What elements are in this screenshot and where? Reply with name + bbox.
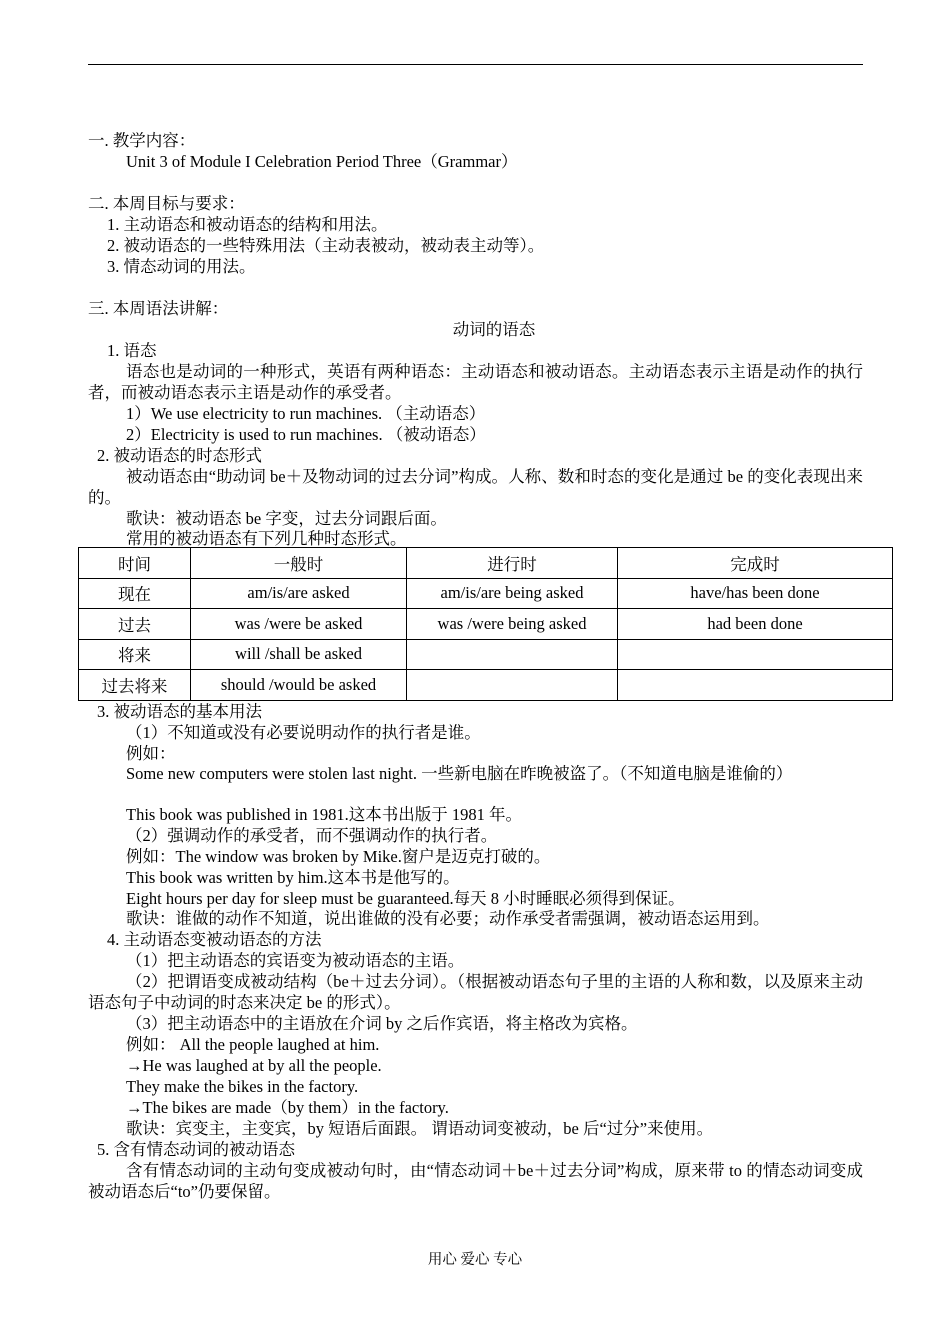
convert-rhyme: 歌诀：宾变主，主变宾，by 短语后面跟。 谓语动词变被动，be 后“过分”来使用。 — [126, 1119, 714, 1138]
usage-line-8: Eight hours per day for sleep must be guaranteed.每天 8 小时睡眠必须得到保证。 — [126, 889, 685, 908]
table-cell: have/has been done — [618, 578, 893, 609]
tense-heading: 2. 被动语态的时态形式 — [97, 446, 262, 465]
usage-line-7: This book was written by him.这本书是他写的。 — [126, 868, 460, 887]
usage-line-5: （2）强调动作的承受者，而不强调动作的执行者。 — [126, 826, 498, 845]
table-row — [79, 639, 893, 670]
tense-paragraph: 被动语态由“助动词 be＋及物动词的过去分词”构成。人称、数和时态的变化是通过 be 的变化表现出来的。 — [88, 467, 863, 507]
table-cell: will /shall be asked — [191, 639, 407, 670]
section-1-heading: 一. 教学内容： — [88, 131, 196, 150]
section-3-heading: 三. 本周语法讲解： — [88, 299, 229, 318]
voice-example-2: 2）Electricity is used to run machines. （被动语态） — [126, 425, 486, 444]
usage-heading: 3. 被动语态的基本用法 — [97, 702, 262, 721]
voice-example-1: 1）We use electricity to run machines. （主动语态） — [126, 404, 486, 423]
table-cell: am/is/are being asked — [407, 578, 618, 609]
usage-line-2: 例如： — [126, 744, 176, 763]
table-cell — [618, 639, 893, 670]
convert-line-4: 例如： All the people laughed at him. — [126, 1035, 380, 1054]
table-cell — [407, 670, 618, 701]
table-header-cell: 完成时 — [618, 548, 893, 579]
modal-heading: 5. 含有情态动词的被动语态 — [97, 1140, 295, 1159]
convert-line-5: →He was laughed at by all the people. — [126, 1056, 382, 1075]
voice-paragraph: 语态也是动词的一种形式，英语有两种语态：主动语态和被动语态。主动语态表示主语是动作的执行者，而被动语态表示主语是动作的承受者。 — [88, 362, 863, 402]
modal-paragraph: 含有情态动词的主动句变成被动句时，由“情态动词＋be＋过去分词”构成，原来带 to 的情态动词变成被动语态后“to”仍要保留。 — [88, 1161, 863, 1201]
table-header-cell: 时间 — [79, 548, 191, 579]
passive-tense-table — [78, 547, 893, 701]
usage-line-6: 例如：The window was broken by Mike.窗户是迈克打破的。 — [126, 847, 551, 866]
center-title: 动词的语态 — [452, 320, 536, 339]
convert-heading: 4. 主动语态变被动语态的方法 — [107, 930, 322, 949]
table-row — [79, 578, 893, 609]
goal-item-3: 3. 情态动词的用法。 — [107, 257, 256, 276]
table-cell: was /were being asked — [407, 609, 618, 640]
table-cell: 将来 — [79, 639, 191, 670]
table-cell: am/is/are asked — [191, 578, 407, 609]
table-header-cell: 进行时 — [407, 548, 618, 579]
goal-item-2: 2. 被动语态的一些特殊用法（主动表被动，被动表主动等）。 — [107, 236, 545, 255]
table-header-row — [79, 548, 893, 579]
table-cell: 现在 — [79, 578, 191, 609]
tense-intro: 常用的被动语态有下列几种时态形式。 — [126, 529, 407, 548]
header-rule — [88, 64, 863, 65]
page-footer: 用心 爱心 专心 — [427, 1252, 523, 1268]
convert-line-6: They make the bikes in the factory. — [126, 1077, 359, 1096]
tense-rhyme: 歌诀：被动语态 be 字变，过去分词跟后面。 — [126, 509, 447, 528]
table-cell: was /were be asked — [191, 609, 407, 640]
table-cell — [618, 670, 893, 701]
section-2-heading: 二. 本周目标与要求： — [88, 194, 245, 213]
usage-line-4: This book was published in 1981.这本书出版于 1981 年。 — [126, 805, 522, 824]
convert-line-7: →The bikes are made（by them）in the factory. — [126, 1098, 449, 1117]
convert-line-2: （2）把谓语变成被动结构（be＋过去分词）。（根据被动语态句子里的主语的人称和数，以及原来主动语态句子中动词的时态来决定 be 的形式）。 — [88, 972, 863, 1012]
convert-line-1: （1）把主动语态的宾语变为被动语态的主语。 — [126, 951, 465, 970]
table-cell: 过去 — [79, 609, 191, 640]
table-header-cell: 一般时 — [191, 548, 407, 579]
table-cell: had been done — [618, 609, 893, 640]
usage-rhyme: 歌诀：谁做的动作不知道，说出谁做的没有必要；动作承受者需强调，被动语态运用到。 — [126, 909, 770, 928]
table-cell: should /would be asked — [191, 670, 407, 701]
table-row — [79, 609, 893, 640]
table-row — [79, 670, 893, 701]
voice-heading: 1. 语态 — [107, 341, 157, 360]
table-cell: 过去将来 — [79, 670, 191, 701]
convert-line-3: （3）把主动语态中的主语放在介词 by 之后作宾语，将主格改为宾格。 — [126, 1014, 638, 1033]
goal-item-1: 1. 主动语态和被动语态的结构和用法。 — [107, 215, 388, 234]
section-1-content: Unit 3 of Module I Celebration Period Three（Grammar） — [126, 152, 518, 171]
table-cell — [407, 639, 618, 670]
usage-line-1: （1）不知道或没有必要说明动作的执行者是谁。 — [126, 723, 481, 742]
usage-line-3: Some new computers were stolen last night. 一些新电脑在昨晚被盗了。（不知道电脑是谁偷的） — [126, 764, 793, 783]
